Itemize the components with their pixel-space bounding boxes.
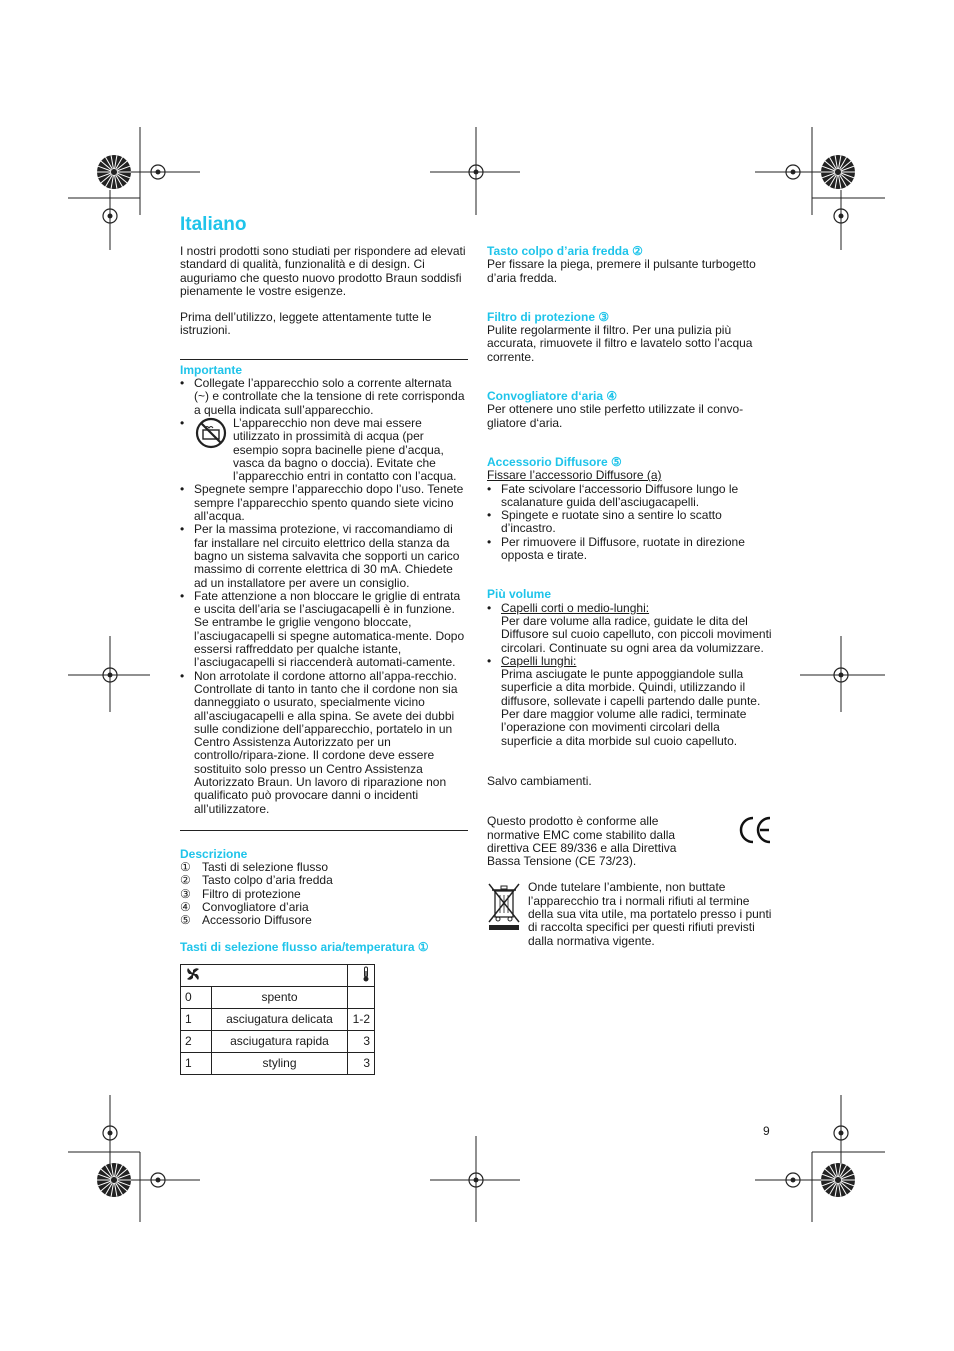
colpo-aria-heading: Tasto colpo d’aria fredda ② [487,244,643,258]
table-header-row [181,964,375,986]
list-item: • Fate scivolare l‘accessorio Diffusore lungo le scalanature guida dell’asciugacapelli. [487,483,772,510]
list-item [180,417,468,483]
crossed-bin-icon [487,881,523,947]
descrizione-section [180,830,468,928]
page-number: 9 [763,1124,770,1138]
table-row: 2 asciugatura rapida 3 [181,1030,375,1052]
descrizione-list [180,861,468,927]
table-row: 1 styling 3 [181,1052,375,1074]
convogliatore-heading: Convogliatore d‘aria ④ [487,389,618,404]
list-item: ② Tasto colpo d’aria fredda [180,873,333,888]
descrizione-heading: Descrizione [180,846,248,861]
list-item: • Spegnete sempre l’apparecchio dopo l’uso. Tenete sempre l’apparecchio spento quando siete vicino all’acqua. [180,483,468,523]
colpo-aria-text: Per fissare la piega, premere il pulsante turbogetto d’aria fredda. [487,257,756,285]
list-item: • Collegate l’apparecchio solo a corrente alternata (~) e controllate che la tensione di rete corrisponda a quella indicata sull’apparecchio. [180,377,468,417]
list-item: ① Tasti di selezione flusso [180,860,329,875]
volume-heading: Più volume [487,587,552,602]
left-column [180,245,468,1075]
list-item: • Capelli corti o medio-lunghi: Per dare volume alla radice, guidate le dita del Diffusore sul cuoio capelluto, con piccoli movimenti circolari. Continuate su ogni area da volumizzare. [487,602,772,655]
conformity-text: Questo prodotto è conforme alle normative EMC come stabilito dalla direttiva CEE 89/336 e alla Direttiva Bassa Tensione (CE 73/23). [487,814,677,869]
settings-table [180,964,375,1075]
ce-mark-icon [738,815,772,868]
importante-list [180,377,468,816]
fan-icon [185,970,201,984]
intro-instructions: Prima dell’utilizzo, leggete attentamente tutte le istruzioni. [180,310,432,338]
diffusore-list [487,483,772,563]
thermometer-icon [362,971,370,985]
list-item: • Per rimuovere il Diffusore, ruotate in direzione opposta e tirate. [487,536,772,563]
filtro-heading: Filtro di protezione ③ [487,309,610,324]
list-item: ④ Convogliatore d’aria [180,900,309,915]
list-item: • Spingete e ruotate sino a sentire lo scatto d’incastro. [487,509,772,536]
diffusore-subheading: Fissare l’accessorio Diffusore (a) [487,468,662,483]
list-item: ③ Filtro di protezione [180,886,301,901]
list-item: • Per la massima protezione, vi raccomandiamo di far installare nel circuito elettrico della stanza da bagno un sistema salvavita che sopporti un carico massimo di corrente elettrica di 30 mA. Chiedete ad un installatore per avere un consiglio. [180,523,468,589]
tasti-heading: Tasti di selezione flusso aria/temperatura ① [180,939,429,954]
no-water-warning-icon [194,417,230,483]
conformity-block [487,815,772,868]
list-item: ⑤ Accessorio Diffusore [180,913,312,928]
diffusore-heading: Accessorio Diffusore ⑤ [487,454,622,469]
list-item: • Capelli lunghi: Prima asciugate le punte appoggiandole sulla superficie a dita morbide. Quindi, utilizzando il diffusore, sollevate i capelli partendo dalle punte. Per dare maggior volume alle radici, terminate l’operazione con movimenti circolari della superficie a dita morbide sul cuoio capelluto. [487,655,772,748]
filtro-text: Pulite regolarmente il filtro. Per una pulizia più accurata, rimuovete il filtro e lavatelo sotto l’acqua corrente. [487,323,753,364]
environment-text: Onde tutelare l’ambiente, non buttate l’apparecchio tra i normali rifiuti al termine della sua vita utile, ma portatelo presso i punti di raccolta specifici per questi rifiuti previsti dalla normativa vigente. [528,880,772,948]
intro-paragraph: I nostri prodotti sono studiati per rispondere ad elevati standard di qualità, funzionalità e di design. Ci auguriamo che questo nuovo prodotto Braun soddisfi pienamente le vostre esigenze. [180,244,466,298]
table-row: 0 spento [181,986,375,1008]
importante-heading: Importante [180,362,243,377]
list-item: • Non arrotolate il cordone attorno all’appa-recchio. Controllate di tanto in tanto che il cordone non sia danneggiato o usurato, specialmente vicino all’asciugacapelli e alla spina. Se avete dei dubbi sulle condizione dell’apparecchio, portatelo in un Centro Assistenza Autorizzato per un controllo/ripara-zione. Il cordone deve essere sostituito solo presso un Centro Assistenza Autorizzato Braun. Un lavoro di riparazione non qualificato può provocare danni o incidenti all’utilizzatore. [180,670,468,816]
table-row: 1 asciugatura delicata 1-2 [181,1008,375,1030]
list-item: • Fate attenzione a non bloccare le griglie di entrata e uscita dell’aria se l’asciugacapelli è in funzione. Se entrambe le griglie vengono bloccate, l’asciugacapelli si spegne automatica-mente. Dopo essersi raffreddato per qualche istante, l’asciugacapelli si riaccenderà automati-camente. [180,590,468,670]
volume-list [487,602,772,748]
salvo-cambiamenti: Salvo cambiamenti. [487,773,592,788]
page-title: Italiano [180,214,247,235]
importante-section [180,359,468,816]
water-warning-text: • L’apparecchio non deve mai essere utilizzato in prossimità di acqua (per esempio sopra bacinelle piene d’acqua, vasca da bagno o doccia). Evitate che l’apparecchio entri in contatto con l’acqua. [233,415,457,484]
environment-block [487,881,772,947]
convogliatore-text: Per ottenere uno stile perfetto utilizzate il convo-gliatore d‘aria. [487,402,744,430]
right-column [487,245,772,948]
